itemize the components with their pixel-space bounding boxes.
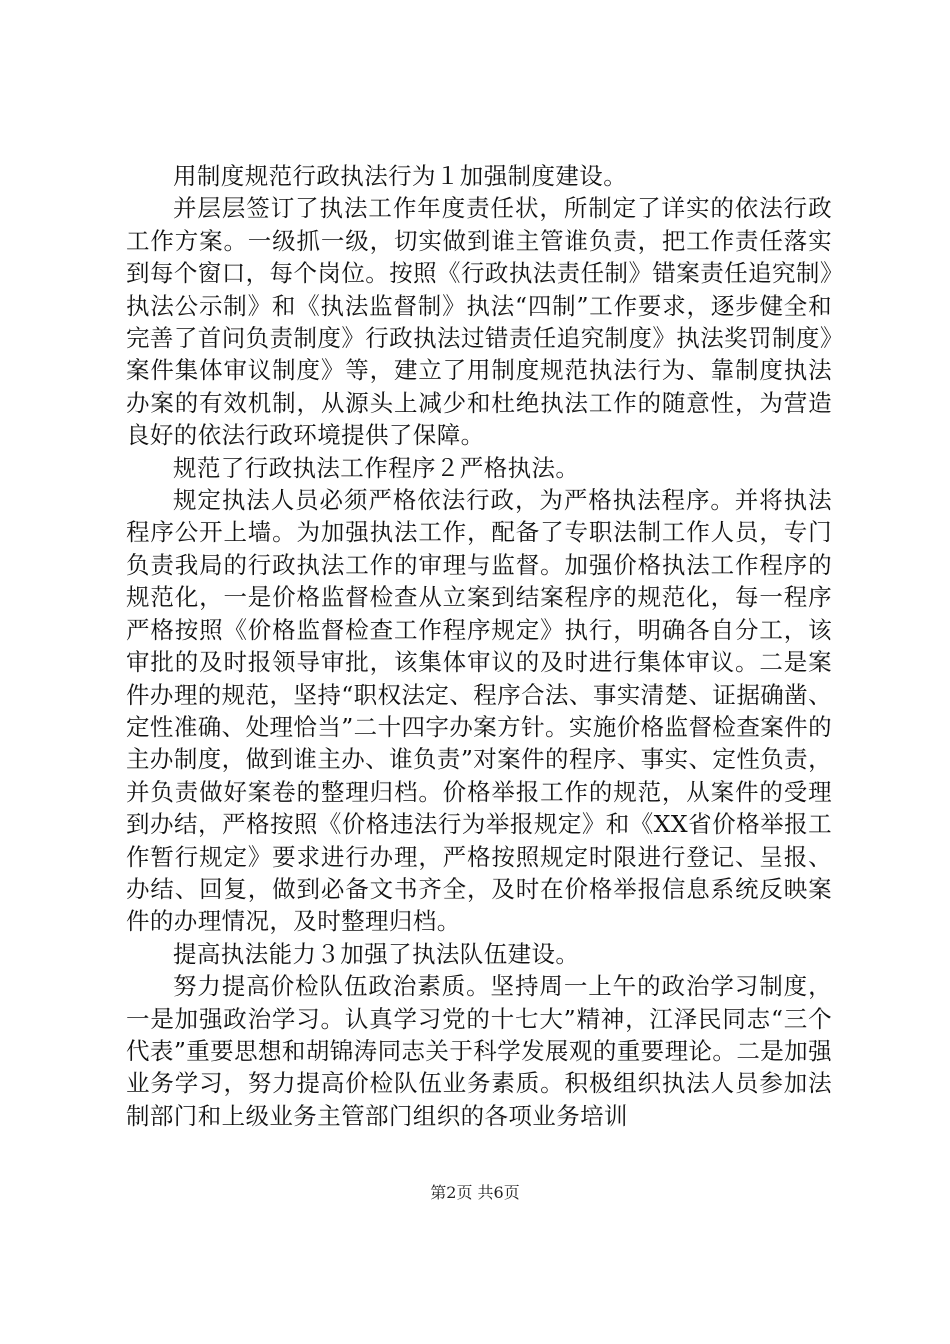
paragraph-3: 努力提高价检队伍政治素质。坚持周一上午的政治学习制度，一是加强政治学习。认真学习党的十七大”精神，江泽民同志“三个代表”重要思想和胡锦涛同志关于科学发展观的重要理论。二是加强业务学习，努力提高价检队伍业务素质。积极组织执法人员参加法制部门和上级业务主管部门组织的各项业务培训 — [126, 972, 832, 1130]
paragraph-2: 规定执法人员必须严格依法行政，为严格执法程序。并将执法程序公开上墙。为加强执法工作，配备了专职法制工作人员，专门负责我局的行政执法工作的审理与监督。加强价格执法工作程序的规范化，一是价格监督检查从立案到结案程序的规范化，每一程序严格按照《价格监督检查工作程序规定》执行，明确各自分工，该审批的及时报领导审批，该集体审议的及时进行集体审议。二是案件办理的规范，坚持“职权法定、程序合法、事实清楚、证据确凿、定性准确、处理恰当”二十四字办案方针。实施价格监督检查案件的主办制度，做到谁主办、谁负责”对案件的程序、事实、定性负责，并负责做好案卷的整理归档。价格举报工作的规范，从案件的受理到办结，严格按照《价格违法行为举报规定》和《XX省价格举报工作暂行规定》要求进行办理，严格按照规定时限进行登记、呈报、办结、回复，做到必备文书齐全，及时在价格举报信息系统反映案件的办理情况，及时整理归档。 — [126, 486, 832, 936]
paragraph-heading-2: 规范了行政执法工作程序２严格执法。 — [173, 453, 580, 482]
page-footer: 第2页 共6页 — [430, 1183, 520, 1202]
paragraph-heading-1: 用制度规范行政执法行为１加强制度建设。 — [173, 162, 628, 190]
paragraph-1: 并层层签订了执法工作年度责任状，所制定了详实的依法行政工作方案。一级抓一级，切实做到谁主管谁负责，把工作责任落实到每个窗口，每个岗位。按照《行政执法责任制》错案责任追究制》执法公示制》和《执法监督制》执法“四制”工作要求，逐步健全和完善了首问负责制度》行政执法过错责任追究制度》执法奖罚制度》案件集体审议制度》等，建立了用制度规范执法行为、靠制度执法办案的有效机制，从源头上减少和杜绝执法工作的随意性，为营造良好的依法行政环境提供了保障。 — [126, 194, 832, 450]
paragraph-heading-3: 提高执法能力３加强了执法队伍建设。 — [173, 939, 580, 968]
document-body — [126, 160, 832, 1132]
